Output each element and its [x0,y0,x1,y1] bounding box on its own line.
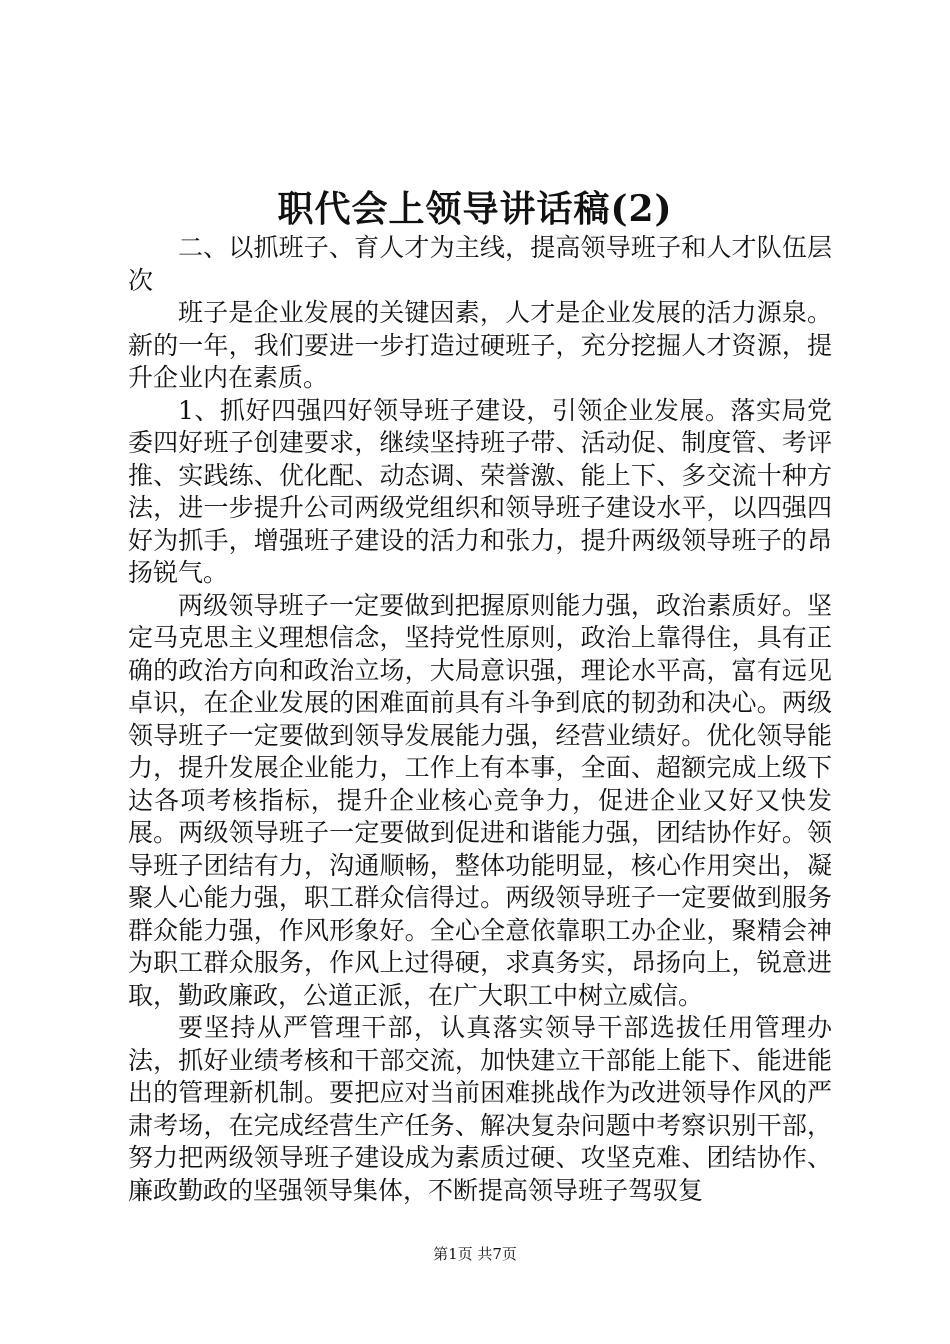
paragraph-point-1: 1、抓好四强四好领导班子建设，引领企业发展。落实局党委四好班子创建要求，继续坚持班子带、活动促、制度管、考评推、实践练、优化配、动态调、荣誉激、能上下、多交流十种方法，进一步提升公司两级党组织和领导班子建设水平，以四强四好为抓手，增强班子建设的活力和张力，提升两级领导班子的昂扬锐气。 [128,395,832,587]
paragraph-section-heading: 二、以抓班子、育人才为主线，提高领导班子和人才队伍层次 [128,233,832,295]
paragraph-cadre-management: 要坚持从严管理干部，认真落实领导干部选拔任用管理办法，抓好业绩考核和干部交流，加快建立干部能上能下、能进能出的管理新机制。要把应对当前困难挑战作为改进领导作风的严肃考场，在完成经营生产任务、解决复杂问题中考察识别干部，努力把两级领导班子建设成为素质过硬、攻坚克难、团结协作、廉政勤政的坚强领导集体，不断提高领导班子驾驭复 [128,1013,832,1205]
paragraph-intro: 班子是企业发展的关键因素，人才是企业发展的活力源泉。新的一年，我们要进一步打造过硬班子，充分挖掘人才资源，提升企业内在素质。 [128,298,832,392]
document-title: 职代会上领导讲话稿(2) [277,188,673,230]
document-body [128,232,832,1207]
page-number-footer: 第1页 共7页 [433,1245,517,1263]
paragraph-requirements: 两级领导班子一定要做到把握原则能力强，政治素质好。坚定马克思主义理想信念，坚持党性原则，政治上靠得住，具有正确的政治方向和政治立场，大局意识强，理论水平高，富有远见卓识，在企业发展的困难面前具有斗争到底的韧劲和决心。两级领导班子一定要做到领导发展能力强，经营业绩好。优化领导能力，提升发展企业能力，工作上有本事，全面、超额完成上级下达各项考核指标，提升企业核心竞争力，促进企业又好又快发展。两级领导班子一定要做到促进和谐能力强，团结协作好。领导班子团结有力，沟通顺畅，整体功能明显，核心作用突出，凝聚人心能力强，职工群众信得过。两级领导班子一定要做到服务群众能力强，作风形象好。全心全意依靠职工办企业，聚精会神为职工群众服务，作风上过得硬，求真务实，昂扬向上，锐意进取，勤政廉政，公道正派，在广大职工中树立威信。 [128,590,832,1010]
